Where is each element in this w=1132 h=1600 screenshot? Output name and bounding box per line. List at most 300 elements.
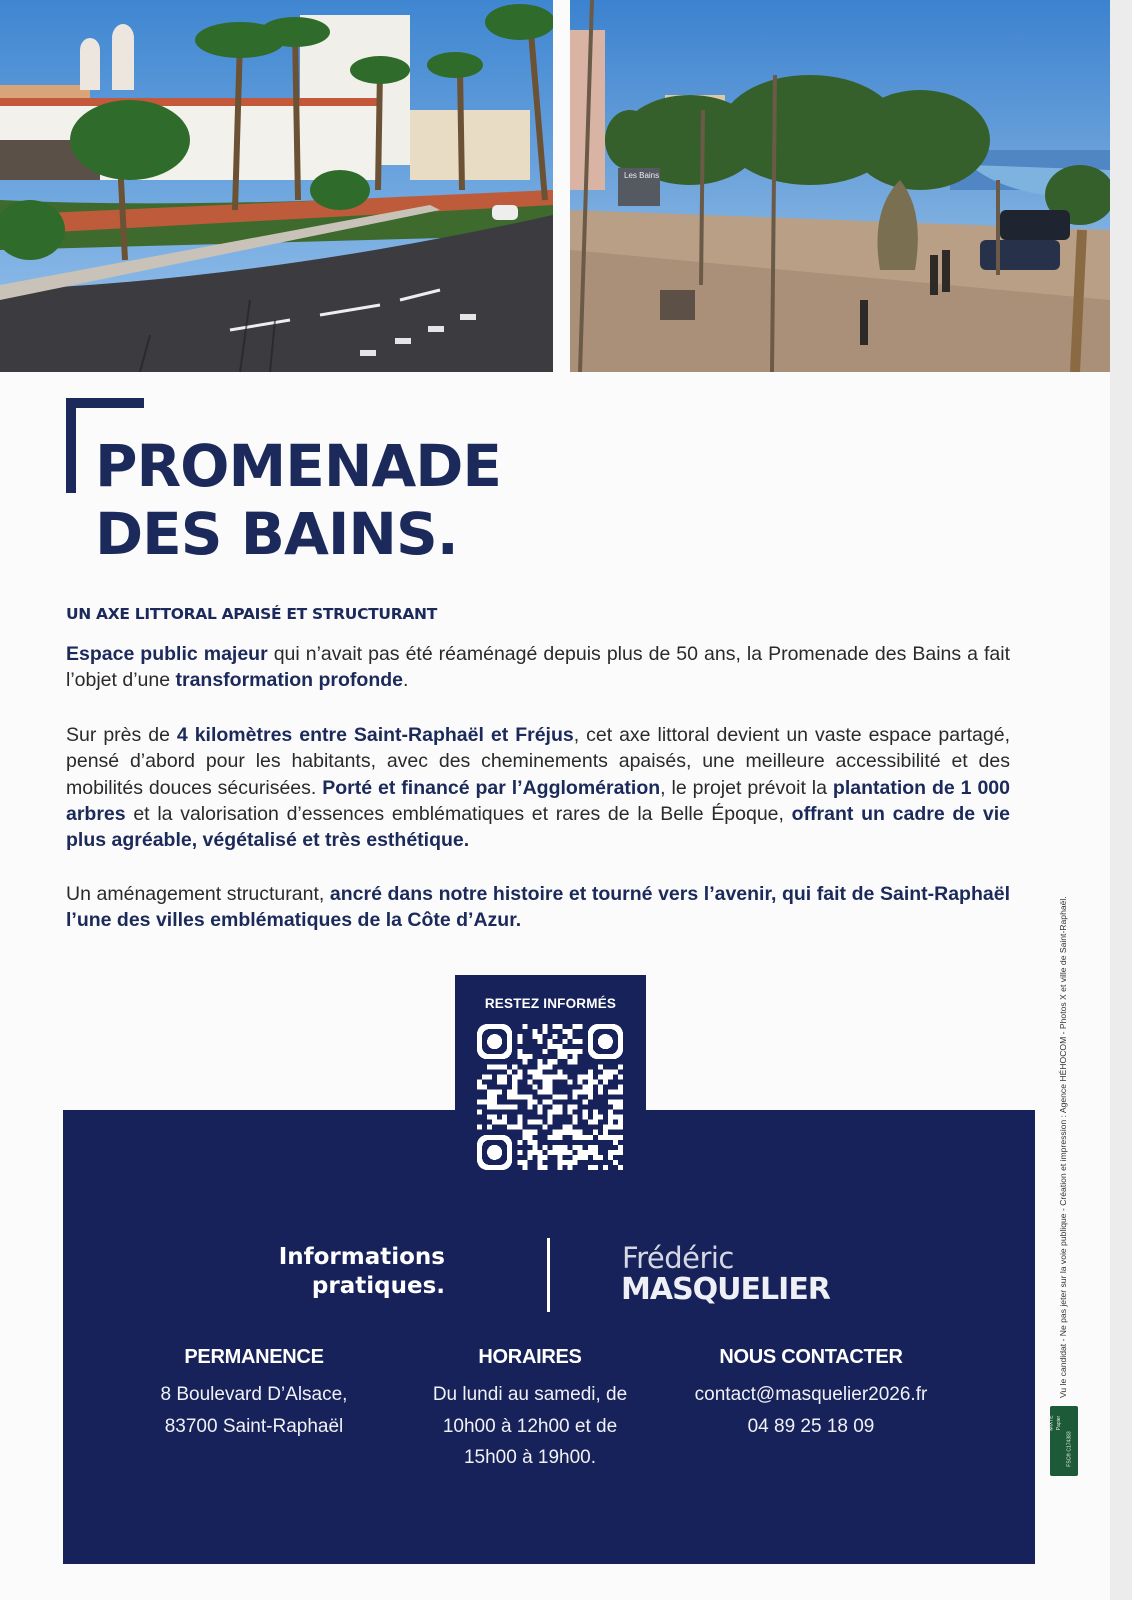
qr-module: [593, 1145, 598, 1150]
fsc-label: Papier: [1056, 1415, 1063, 1431]
title-bracket-decoration: [66, 398, 76, 493]
qr-module: [497, 1089, 502, 1094]
qr-module: [522, 1024, 527, 1029]
body-text: Un aménagement structurant,: [66, 883, 330, 905]
section-subtitle: UN AXE LITTORAL APAISÉ ET STRUCTURANT: [66, 605, 437, 623]
qr-module: [588, 1089, 593, 1094]
qr-module: [563, 1160, 568, 1165]
qr-module: [568, 1125, 573, 1130]
qr-module: [507, 1094, 512, 1099]
qr-module: [477, 1079, 482, 1084]
qr-module: [558, 1160, 563, 1165]
qr-module: [532, 1034, 537, 1039]
qr-module: [593, 1110, 598, 1115]
qr-module: [603, 1079, 608, 1084]
qr-module: [517, 1069, 522, 1074]
paragraph-project: [66, 722, 1010, 853]
body-text: , le projet prévoit la: [660, 776, 833, 799]
qr-module: [487, 1034, 502, 1049]
qr-module: [563, 1145, 568, 1150]
qr-module: [507, 1089, 512, 1094]
qr-module: [547, 1039, 552, 1044]
qr-module: [618, 1120, 623, 1125]
info-heading: [230, 1243, 445, 1301]
qr-module: [608, 1135, 613, 1140]
qr-module: [527, 1155, 532, 1160]
qr-module: [618, 1125, 623, 1130]
qr-module: [522, 1165, 527, 1170]
qr-module: [497, 1064, 502, 1069]
qr-module: [522, 1135, 527, 1140]
qr-module: [608, 1115, 613, 1120]
qr-module: [618, 1150, 623, 1155]
column-title: HORAIRES: [478, 1346, 582, 1368]
hours-line: 15h00 à 19h00.: [463, 1447, 597, 1468]
qr-module: [618, 1115, 623, 1120]
qr-module: [573, 1145, 578, 1150]
qr-module: [593, 1130, 598, 1135]
qr-module: [593, 1165, 598, 1170]
qr-module: [537, 1150, 542, 1155]
qr-module: [568, 1150, 573, 1155]
qr-module: [573, 1089, 578, 1094]
qr-module: [553, 1024, 558, 1029]
qr-module: [568, 1110, 573, 1115]
info-panel: [63, 1110, 1035, 1564]
qr-module: [573, 1155, 578, 1160]
qr-module: [618, 1064, 623, 1069]
body-text: Sur près de: [66, 724, 177, 746]
qr-module: [613, 1135, 618, 1140]
qr-module: [563, 1094, 568, 1099]
qr-module: [547, 1135, 552, 1140]
qr-module: [588, 1074, 593, 1079]
qr-module: [608, 1110, 613, 1115]
column-title: PERMANENCE: [184, 1346, 324, 1368]
qr-module: [537, 1074, 542, 1079]
qr-module: [573, 1130, 578, 1135]
photo-seafront-promenade: [0, 0, 553, 372]
qr-module: [553, 1059, 558, 1064]
hours-line: 10h00 à 12h00 et de: [442, 1415, 618, 1437]
qr-module: [547, 1064, 552, 1069]
qr-module: [593, 1120, 598, 1125]
qr-module: [588, 1165, 593, 1170]
qr-module: [532, 1100, 537, 1105]
qr-module: [542, 1145, 547, 1150]
qr-module: [537, 1165, 542, 1170]
qr-module: [517, 1125, 522, 1130]
qr-module: [482, 1084, 487, 1089]
qr-module: [537, 1064, 542, 1069]
qr-module: [553, 1135, 558, 1140]
qr-module: [608, 1150, 613, 1155]
qr-module: [603, 1069, 608, 1074]
qr-module: [507, 1105, 512, 1110]
qr-module: [578, 1145, 583, 1150]
qr-module: [527, 1079, 532, 1084]
qr-module: [512, 1084, 517, 1089]
qr-module: [573, 1120, 578, 1125]
qr-module: [553, 1110, 558, 1115]
qr-module: [578, 1024, 583, 1029]
qr-module: [527, 1135, 532, 1140]
qr-module: [517, 1140, 522, 1145]
qr-module: [497, 1079, 502, 1084]
qr-module: [527, 1069, 532, 1074]
qr-module: [568, 1059, 573, 1064]
qr-module: [558, 1074, 563, 1079]
qr-module: [512, 1079, 517, 1084]
qr-module: [598, 1115, 603, 1120]
qr-module: [618, 1084, 623, 1089]
qr-module: [578, 1039, 583, 1044]
qr-module: [532, 1140, 537, 1145]
paragraph-conclusion: [66, 881, 1010, 934]
qr-module: [547, 1120, 552, 1125]
qr-module: [598, 1064, 603, 1069]
qr-module: [487, 1094, 492, 1099]
qr-module: [608, 1074, 613, 1079]
title-line-2: DES BAINS.: [95, 500, 458, 568]
qr-module: [588, 1145, 593, 1150]
qr-module: [613, 1125, 618, 1130]
qr-module: [522, 1059, 527, 1064]
qr-module: [542, 1049, 547, 1054]
qr-module: [542, 1084, 547, 1089]
qr-module: [588, 1094, 593, 1099]
qr-module: [608, 1069, 613, 1074]
qr-module: [512, 1125, 517, 1130]
fsc-label: MIXTE: [1048, 1415, 1055, 1431]
info-column-hours: [380, 1346, 680, 1474]
qr-module: [578, 1130, 583, 1135]
qr-module: [573, 1059, 578, 1064]
qr-module: [542, 1024, 547, 1029]
qr-module: [507, 1069, 512, 1074]
qr-module: [588, 1069, 593, 1074]
qr-module: [558, 1094, 563, 1099]
title-line-1: PROMENADE: [95, 432, 502, 500]
qr-module: [603, 1130, 608, 1135]
qr-module: [477, 1084, 482, 1089]
qr-module: [618, 1100, 623, 1105]
body-text: qui n’avait pas été réaménagé depuis plus de 50 ans, la Promenade des Bains a fait l’objet d’une: [66, 643, 1010, 692]
qr-module: [542, 1089, 547, 1094]
qr-module: [558, 1024, 563, 1029]
qr-module: [517, 1049, 522, 1054]
les-bains-sign: Les Bains: [624, 171, 660, 180]
qr-module: [512, 1094, 517, 1099]
qr-module: [558, 1105, 563, 1110]
qr-module: [527, 1120, 532, 1125]
qr-module: [522, 1160, 527, 1165]
qr-module: [492, 1064, 497, 1069]
qr-module: [517, 1094, 522, 1099]
qr-module: [492, 1105, 497, 1110]
qr-module: [598, 1089, 603, 1094]
qr-module: [547, 1100, 552, 1105]
qr-module: [502, 1115, 507, 1120]
qr-module: [517, 1054, 522, 1059]
qr-module: [527, 1100, 532, 1105]
qr-module: [573, 1039, 578, 1044]
qr-module: [517, 1120, 522, 1125]
qr-module: [542, 1165, 547, 1170]
emphasis-text: Espace public majeur: [66, 643, 268, 665]
qr-module: [588, 1079, 593, 1084]
qr-module: [532, 1069, 537, 1074]
qr-module: [588, 1135, 593, 1140]
qr-module: [583, 1074, 588, 1079]
qr-module: [563, 1130, 568, 1135]
paragraph-intro: [66, 641, 1010, 694]
qr-module: [558, 1135, 563, 1140]
qr-module: [507, 1125, 512, 1130]
qr-label: RESTEZ INFORMÉS: [484, 996, 617, 1011]
qr-module: [578, 1135, 583, 1140]
qr-module: [522, 1130, 527, 1135]
qr-module: [563, 1074, 568, 1079]
qr-module: [618, 1105, 623, 1110]
emphasis-text: offrant un cadre de vie plus agréable, végétalisé et très esthétique.: [66, 802, 1010, 852]
qr-module: [517, 1034, 522, 1039]
qr-module: [497, 1105, 502, 1110]
hours-line: Du lundi au samedi, de: [432, 1384, 628, 1405]
qr-module: [598, 1155, 603, 1160]
qr-module: [573, 1115, 578, 1120]
qr-module: [502, 1074, 507, 1079]
qr-module: [578, 1155, 583, 1160]
qr-module: [578, 1049, 583, 1054]
qr-module: [477, 1110, 482, 1115]
qr-module: [583, 1115, 588, 1120]
qr-module: [573, 1160, 578, 1165]
qr-module: [532, 1120, 537, 1125]
qr-module: [558, 1145, 563, 1150]
qr-module: [568, 1105, 573, 1110]
qr-module: [558, 1069, 563, 1074]
qr-module: [532, 1130, 537, 1135]
qr-module: [603, 1165, 608, 1170]
qr-module: [547, 1059, 552, 1064]
qr-module: [537, 1120, 542, 1125]
qr-module: [578, 1150, 583, 1155]
qr-module: [553, 1130, 558, 1135]
qr-module: [573, 1105, 578, 1110]
qr-module: [547, 1150, 552, 1155]
qr-module: [487, 1100, 492, 1105]
body-text: , cet axe littoral devient un vaste espace partagé, pensé d’abord pour les habitants, avec des cheminements apaisés, une meilleure accessibilité et des mobilités douces sécurisées.: [66, 724, 1010, 799]
qr-module: [532, 1074, 537, 1079]
contact-email-link[interactable]: contact@masquelier2026.fr: [694, 1384, 928, 1405]
qr-module: [527, 1094, 532, 1099]
qr-module: [502, 1064, 507, 1069]
qr-module: [502, 1079, 507, 1084]
qr-module: [608, 1089, 613, 1094]
title-bracket-decoration: [66, 398, 144, 408]
qr-module: [517, 1115, 522, 1120]
qr-module: [532, 1029, 537, 1034]
qr-module: [563, 1150, 568, 1155]
qr-module: [497, 1120, 502, 1125]
qr-module: [583, 1084, 588, 1089]
qr-module: [542, 1125, 547, 1130]
qr-module: [537, 1110, 542, 1115]
qr-module: [558, 1155, 563, 1160]
qr-module: [568, 1079, 573, 1084]
qr-module: [492, 1094, 497, 1099]
qr-module: [558, 1054, 563, 1059]
qr-module: [568, 1034, 573, 1039]
qr-module: [537, 1034, 542, 1039]
qr-module: [568, 1160, 573, 1165]
qr-module: [608, 1125, 613, 1130]
qr-module: [542, 1029, 547, 1034]
qr-module: [542, 1155, 547, 1160]
emphasis-text: Porté et financé par l’Agglomération: [322, 776, 661, 799]
qr-module: [563, 1029, 568, 1034]
qr-module: [537, 1089, 542, 1094]
address-line: 83700 Saint-Raphaël: [164, 1415, 344, 1437]
qr-module: [532, 1084, 537, 1089]
legal-credit: Vu le candidat - Ne pas jeter sur la voie publique - Création et impression : Agence HÉHOCOM - Photos X et ville de Saint-Raphaël.: [1058, 896, 1068, 1398]
qr-module: [517, 1039, 522, 1044]
qr-module: [603, 1135, 608, 1140]
qr-module: [547, 1115, 552, 1120]
qr-module: [613, 1140, 618, 1145]
qr-module: [593, 1155, 598, 1160]
emphasis-text: 4 kilomètres entre Saint-Raphaël et Fréjus: [176, 724, 574, 746]
qr-module: [547, 1089, 552, 1094]
qr-module: [593, 1115, 598, 1120]
qr-module: [618, 1074, 623, 1079]
qr-module: [547, 1044, 552, 1049]
qr-module: [482, 1100, 487, 1105]
qr-module: [487, 1064, 492, 1069]
qr-module: [558, 1049, 563, 1054]
qr-module: [527, 1105, 532, 1110]
candidate-last-name: MASQUELIER: [621, 1272, 830, 1307]
qr-module: [547, 1074, 552, 1079]
qr-module: [502, 1105, 507, 1110]
qr-module: [522, 1054, 527, 1059]
qr-module: [598, 1135, 603, 1140]
qr-module: [537, 1105, 542, 1110]
qr-module: [583, 1150, 588, 1155]
qr-module: [542, 1064, 547, 1069]
qr-module: [487, 1145, 502, 1160]
qr-module: [482, 1074, 487, 1079]
address-line: 8 Boulevard D’Alsace,: [160, 1384, 348, 1405]
qr-module: [547, 1084, 552, 1089]
qr-module: [537, 1059, 542, 1064]
body-text: .: [403, 669, 409, 692]
qr-module: [553, 1044, 558, 1049]
qr-module: [553, 1074, 558, 1079]
qr-module: [613, 1089, 618, 1094]
qr-module: [573, 1054, 578, 1059]
qr-module: [558, 1150, 563, 1155]
qr-module: [502, 1120, 507, 1125]
qr-module: [583, 1135, 588, 1140]
qr-module: [512, 1089, 517, 1094]
qr-module: [563, 1049, 568, 1054]
qr-module: [547, 1110, 552, 1115]
qr-module: [512, 1074, 517, 1079]
qr-module: [492, 1115, 497, 1120]
qr-code-icon[interactable]: [477, 1024, 623, 1170]
info-heading-line-2: pratiques.: [311, 1273, 445, 1299]
qr-module: [537, 1160, 542, 1165]
qr-module: [563, 1125, 568, 1130]
qr-module: [618, 1165, 623, 1170]
qr-module: [598, 1034, 613, 1049]
qr-module: [477, 1100, 482, 1105]
qr-module: [613, 1069, 618, 1074]
qr-module: [618, 1135, 623, 1140]
qr-module: [527, 1054, 532, 1059]
qr-module: [568, 1165, 573, 1170]
qr-module: [578, 1079, 583, 1084]
info-column-permanence: [104, 1346, 404, 1442]
qr-module: [583, 1100, 588, 1105]
qr-module: [583, 1089, 588, 1094]
emphasis-text: transformation profonde: [175, 669, 403, 692]
qr-module: [583, 1155, 588, 1160]
qr-module: [583, 1110, 588, 1115]
qr-module: [558, 1044, 563, 1049]
qr-module: [563, 1054, 568, 1059]
qr-module: [487, 1089, 492, 1094]
qr-module: [613, 1160, 618, 1165]
photo-illustration: [0, 0, 553, 372]
contact-phone-link[interactable]: 04 89 25 18 09: [747, 1415, 875, 1437]
qr-module: [568, 1130, 573, 1135]
qr-module: [517, 1074, 522, 1079]
qr-module: [588, 1120, 593, 1125]
qr-module: [547, 1079, 552, 1084]
fsc-logo: [1050, 1406, 1078, 1476]
qr-module: [578, 1089, 583, 1094]
qr-module: [568, 1029, 573, 1034]
qr-module: [598, 1084, 603, 1089]
qr-module: [573, 1094, 578, 1099]
qr-module: [608, 1120, 613, 1125]
column-title: NOUS CONTACTER: [719, 1346, 903, 1368]
candidate-first-name: Frédéric: [622, 1241, 734, 1275]
qr-module: [542, 1079, 547, 1084]
qr-module: [553, 1034, 558, 1039]
qr-module: [578, 1074, 583, 1079]
qr-module: [542, 1074, 547, 1079]
qr-module: [527, 1130, 532, 1135]
photo-promenade-square: [570, 0, 1110, 372]
qr-module: [613, 1150, 618, 1155]
qr-module: [553, 1145, 558, 1150]
qr-module: [477, 1125, 482, 1130]
body-text: et la valorisation d’essences emblématiques et rares de la Belle Époque,: [125, 802, 792, 825]
qr-module: [613, 1115, 618, 1120]
qr-module: [522, 1094, 527, 1099]
qr-module: [487, 1074, 492, 1079]
emphasis-text: ancré dans notre histoire et tourné vers l’avenir, qui fait de Saint-Raphaël l’une des villes emblématiques de la Côte d’Azur.: [66, 883, 1010, 932]
qr-module: [537, 1039, 542, 1044]
qr-module: [537, 1069, 542, 1074]
qr-module: [492, 1120, 497, 1125]
page-title: [95, 432, 501, 568]
info-heading-line-1: Informations: [278, 1244, 445, 1270]
